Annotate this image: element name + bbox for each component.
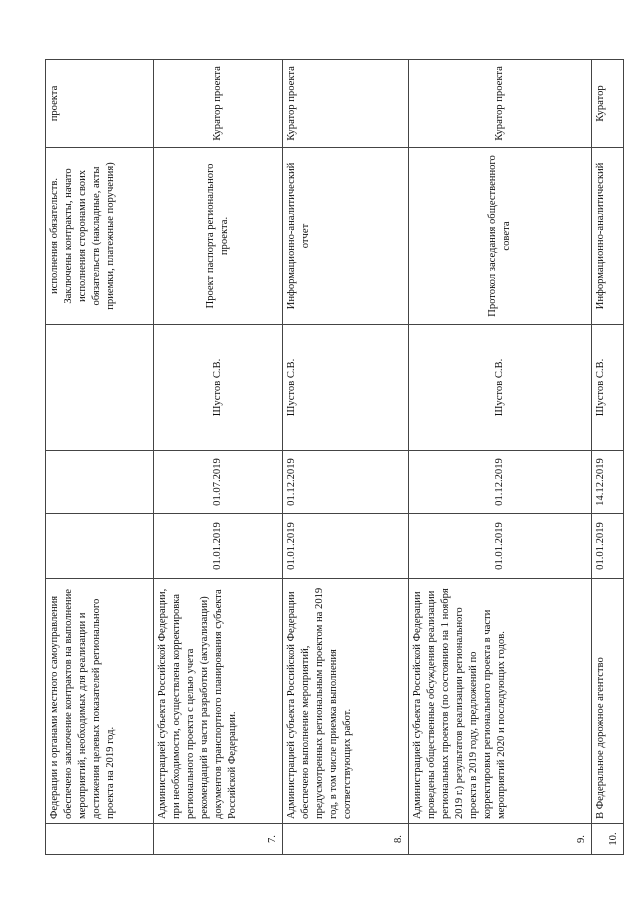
event-description: Администрацией субъекта Российской Федерации, при необходимости, осуществлена корректировка регионального проекта с целью учета рекомендаций в части разработки (актуализации) документов транспортного планирования субъекта Российской Федерации. [154,579,283,824]
document-page [45,60,623,855]
end-date [46,451,154,514]
table-row [592,60,624,855]
control-level: Куратор проекта [283,60,409,148]
start-date [46,514,154,579]
control-level: проекта [46,60,154,148]
control-level: Куратор проекта [409,60,592,148]
start-date: 01.01.2019 [409,514,592,579]
result-document: Протокол заседания общественного совета [409,148,592,325]
table-row [154,60,283,855]
end-date: 01.12.2019 [409,451,592,514]
responsible-person: Шустов С.В. [592,325,624,451]
control-level: Куратор [592,60,624,148]
row-number: 8. [283,824,409,855]
row-number [46,824,154,855]
responsible-person [46,325,154,451]
row-number: 10. [592,824,624,855]
row-number: 9. [409,824,592,855]
result-document: исполнения обязательств. Заключены контракты, начато исполнения сторонами своих обязательств (накладные, акты приемки, платежные поручения) [46,148,154,325]
result-document: Информационно-аналитический [592,148,624,325]
project-plan-table [45,59,624,855]
row-number: 7. [154,824,283,855]
event-description: Администрацией субъекта Российской Федерации обеспечено выполнение мероприятий, предусмотренных региональным проектом на 2019 год, в том числе приемка выполнения соответствующих работ. [283,579,409,824]
result-document: Информационно-аналитический отчет [283,148,409,325]
control-level: Куратор проекта [154,60,283,148]
end-date: 01.07.2019 [154,451,283,514]
responsible-person: Шустов С.В. [154,325,283,451]
end-date: 14.12.2019 [592,451,624,514]
table-row [283,60,409,855]
event-description: Администрацией субъекта Российской Федерации проведены общественные обсуждения реализации региональных проектов (по состоянию на 1 ноября 2019 г.) результатов реализации регионального проекта в 2019 году, предложений по корректировки регионального проекта в части мероприятий 2020 и последующих годов. [409,579,592,824]
table-row [409,60,592,855]
start-date: 01.01.2019 [154,514,283,579]
result-document: Проект паспорта регионального проекта. [154,148,283,325]
event-description: В Федеральное дорожное агентство [592,579,624,824]
responsible-person: Шустов С.В. [283,325,409,451]
event-description: Федерации и органами местного самоуправления обеспечено заключение контрактов на выполнение мероприятий, необходимых для реализации и достижения целевых показателей регионального проекта на 2019 год. [46,579,154,824]
start-date: 01.01.2019 [592,514,624,579]
start-date: 01.01.2019 [283,514,409,579]
table-row [46,60,154,855]
end-date: 01.12.2019 [283,451,409,514]
responsible-person: Шустов С.В. [409,325,592,451]
